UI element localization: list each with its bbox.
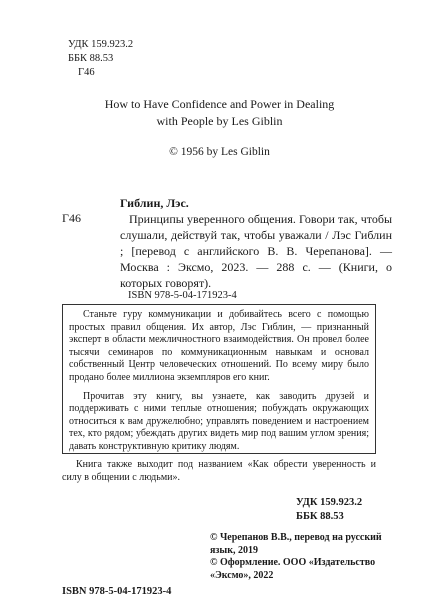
catalog-author-sign: Г46 [62, 211, 81, 225]
annotation-box [62, 304, 376, 454]
catalog-author: Гиблин, Лэс. [120, 196, 189, 210]
copyright-translation: © Черепанов В.В., перевод на русский язык, 2019 [210, 532, 382, 556]
annotation-paragraph-3: Книга также выходит под названием «Как обрести уверенность и силу в общении с людьми». [62, 459, 376, 483]
original-copyright: © 1956 by Les Giblin [169, 146, 270, 158]
bibliographic-description: Принципы уверенного общения. Говори так, чтобы слушали, действуй так, чтобы уважали / Лэс Гиблин ; [перевод с английского В. В. Черепанова]. — Москва : Эксмо, 2023. — 288 с. — (Книги, о которых говорят). [120, 212, 392, 290]
copyright-block [210, 532, 408, 582]
footer-bbk-code: ББК 88.53 [296, 511, 344, 522]
annotation-paragraph-1: Станьте гуру коммуникации и добивайтесь всего с помощью простых правил общения. Их автор, Лэс Гиблин, — признанный эксперт в области межличностного взаимодействия. Он провел более тысячи семинаров по коммуникационным навыкам и основал собственный Центр человеческих отношений. По всему миру было продано более миллиона экземпляров его книг. [69, 309, 369, 383]
catalog-isbn: ISBN 978-5-04-171923-4 [128, 290, 237, 301]
udk-code: УДК 159.923.2 [68, 39, 134, 50]
author-sign: Г46 [78, 67, 95, 78]
footer-udk-code: УДК 159.923.2 [296, 497, 363, 508]
copyright-design: © Оформление. ООО «Издательство «Эксмо», 2022 [210, 557, 376, 581]
footer-classification-codes [296, 496, 362, 524]
original-title [40, 96, 399, 130]
annotation-paragraph-2: Прочитав эту книгу, вы узнаете, как заводить друзей и поддерживать с ними теплые отношения; побуждать окружающих относиться к вам дружелюбно; управлять поведением и настроением тех, кто рядом; убеждать других видеть мир под вашим углом зрения; давать конструктивную критику людям. [69, 390, 369, 452]
bbk-code: ББК 88.53 [68, 53, 114, 64]
original-title-line-1: How to Have Confidence and Power in Dealing [104, 97, 335, 111]
original-title-line-2: with People by Les Giblin [156, 114, 283, 128]
classification-codes [68, 38, 133, 80]
footer-isbn: ISBN 978-5-04-171923-4 [62, 586, 172, 597]
